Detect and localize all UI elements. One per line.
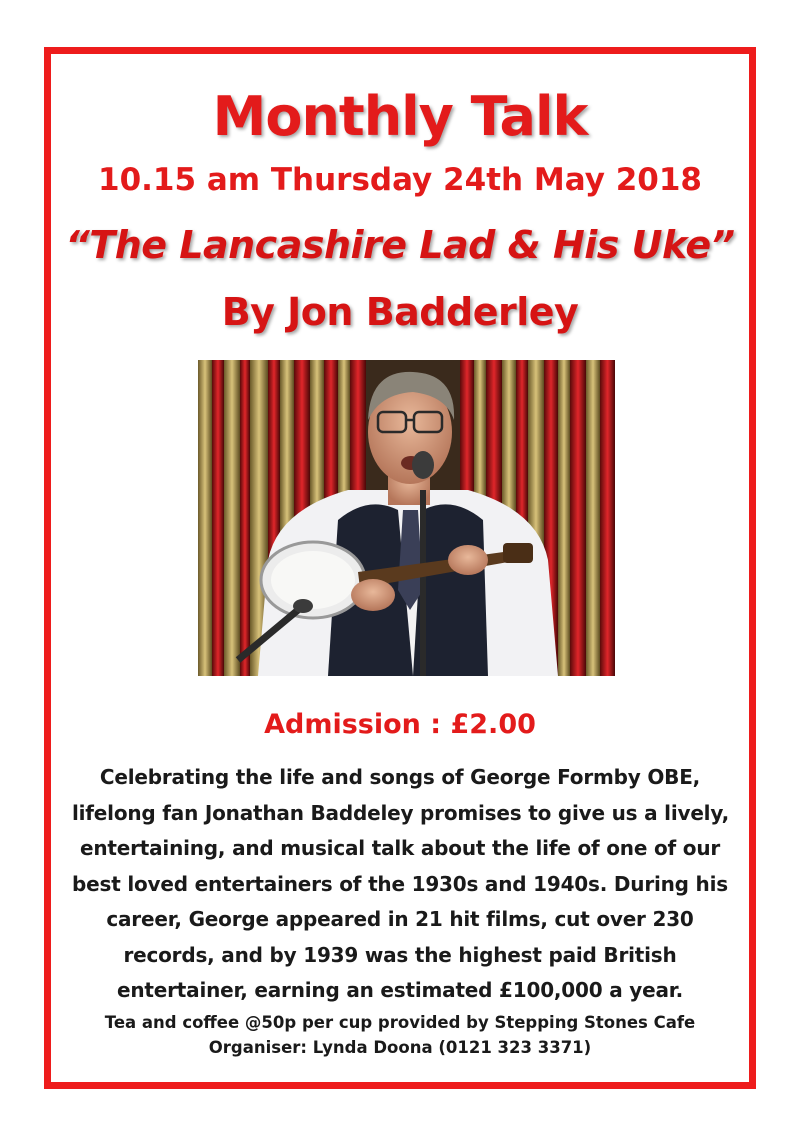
footer (0, 1010, 800, 1060)
description-line: lifelong fan Jonathan Baddeley promises to give us a lively, (72, 800, 730, 825)
description (72, 760, 728, 1009)
performer-photo (198, 360, 615, 676)
speaker-name: By Jon Badderley (221, 290, 579, 334)
talk-title: “The Lancashire Lad & His Uke” (65, 223, 735, 267)
poster-title: Monthly Talk (212, 85, 588, 148)
description-line: career, George appeared in 21 hit films, cut over 230 (106, 907, 694, 931)
event-datetime: 10.15 am Thursday 24th May 2018 (98, 162, 702, 198)
admission-price: Admission : £2.00 (264, 709, 536, 740)
organiser-contact: Organiser: Lynda Doona (0121 323 3371) (208, 1038, 592, 1057)
refreshments-note: Tea and coffee @50p per cup provided by Stepping Stones Cafe (104, 1013, 696, 1032)
description-line: entertaining, and musical talk about the life of one of our (79, 836, 721, 860)
description-line: Celebrating the life and songs of George Formby OBE, (99, 765, 701, 789)
description-line: records, and by 1939 was the highest paid British (123, 942, 677, 967)
description-line: best loved entertainers of the 1930s and 1940s. During his (72, 871, 728, 896)
description-line: entertainer, earning an estimated £100,000 a year. (117, 978, 683, 1002)
